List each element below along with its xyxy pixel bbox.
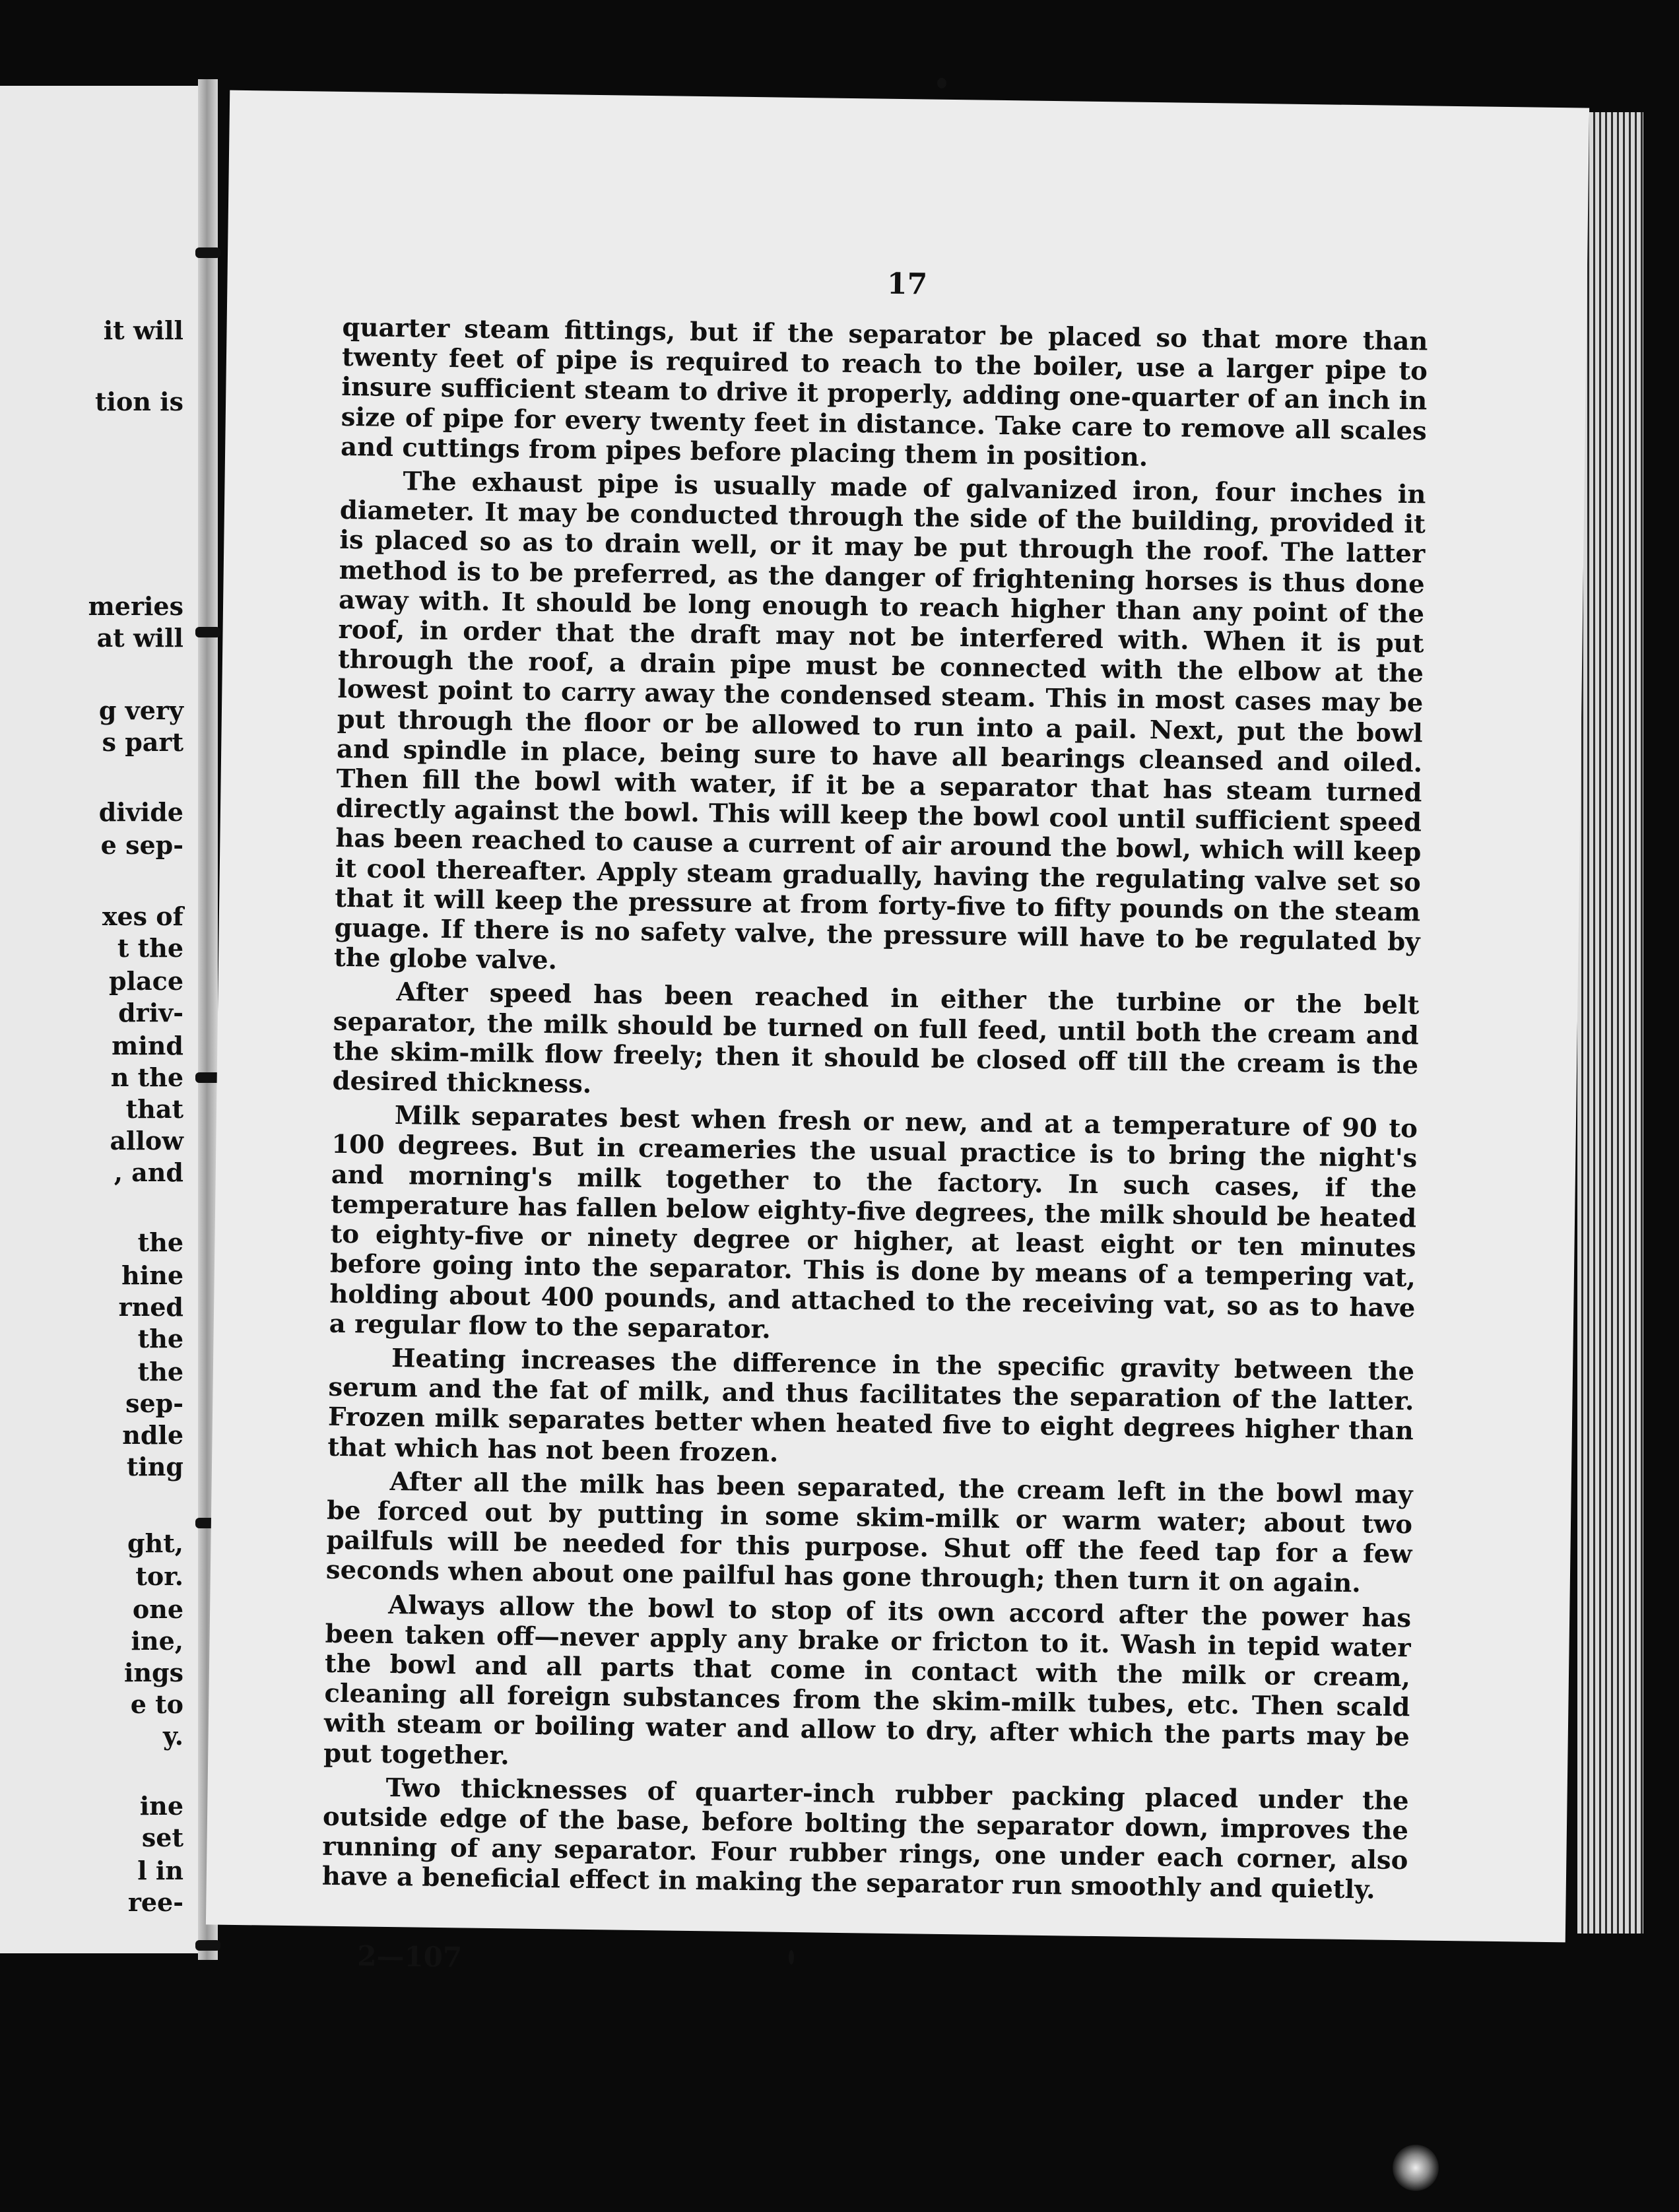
left-line-fragment: the: [137, 1324, 183, 1353]
left-line-fragment: meries: [88, 591, 183, 621]
left-line-fragment: g very: [98, 696, 183, 725]
signature-mark: 2—107: [356, 1939, 463, 1974]
left-line-fragment: , and: [114, 1157, 183, 1187]
left-page-fragment: [0, 86, 198, 1953]
paragraph: After speed has been reached in either the turbine or the belt separator, the milk should be turned on full feed, until both the cream and the skim-milk flow freely; then it should be closed off till the cream is the desired thickness.: [332, 977, 1420, 1100]
left-line-fragment: s part: [102, 727, 183, 757]
left-line-fragment: ine: [139, 1791, 183, 1821]
left-line-fragment: t the: [117, 933, 183, 963]
left-line-fragment: set: [141, 1823, 183, 1852]
left-line-fragment: e sep-: [100, 830, 183, 860]
paragraph: The exhaust pipe is usually made of galvanized iron, four inches in diameter. It may be conducted through the side of the building, provided it is placed so as to drain well, or it may be put through the roof. The latter method is to be preferred, as the danger of frightening horses is thus done away with. It should be long enough to reach higher than any point of the roof, in order that the draft may not be interfered with. When it is put through the roof, a drain pipe must be connected with the elbow at the lowest point to carry away the condensed steam. This in most cases may be put through the floor or be allowed to run into a pail. Next, put the bowl and spindle in place, being sure to have all bearings cleansed and oiled. Then fill the bowl with water, if it be a separator that has steam turned directly against the bowl. This will keep the bowl cool until sufficient speed has been reached to cause a current of air around the bowl, which will keep it cool thereafter. Apply steam gradually, having the regulating valve set so that it will keep the pressure at from forty-five to fifty pounds on the steam guage. If there is no safety valve, the pressure will have to be regulated by the globe valve.: [333, 467, 1426, 976]
scan-speck: [937, 78, 946, 88]
left-line-fragment: tion is: [94, 387, 183, 416]
left-line-fragment: driv-: [118, 998, 183, 1027]
left-line-fragment: sep-: [125, 1388, 183, 1418]
left-line-fragment: at will: [96, 623, 183, 653]
left-line-fragment: rned: [118, 1292, 183, 1322]
left-line-fragment: xes of: [102, 901, 183, 931]
left-line-fragment: the: [137, 1227, 183, 1257]
paragraph: Two thicknesses of quarter-inch rubber packing placed under the outside edge of the base, before bolting the separator down, improves the running of any separator. Four rubber rings, one under each corner, also have a beneficial effect in making the separator run smoothly and quietly.: [321, 1773, 1409, 1905]
scan-smudge: [1393, 2145, 1439, 2191]
left-line-fragment: l in: [137, 1856, 183, 1885]
left-line-fragment: ree-: [127, 1887, 183, 1917]
left-line-fragment: ting: [126, 1452, 183, 1481]
binding-stitch: [195, 247, 220, 258]
left-line-fragment: one: [132, 1594, 183, 1624]
paragraph: Heating increases the difference in the specific gravity between the serum and the fat of milk, and thus facilitates the separation of the latter. Frozen milk separates better when heated five to eight degrees higher than that which has not been frozen.: [327, 1343, 1415, 1468]
right-page: [206, 90, 1589, 1974]
paragraph: After all the milk has been separated, the cream left in the bowl may be forced out by putting in some skim-milk or warm water; about two pailfuls will be needed for this purpose. Shut off the feed tap for a few seconds when about one pailful has gone through; then turn it on again.: [325, 1466, 1413, 1599]
left-line-fragment: allow: [110, 1126, 183, 1155]
left-line-fragment: tor.: [135, 1561, 183, 1591]
page-edges: [1577, 112, 1643, 1934]
left-line-fragment: it will: [103, 315, 183, 345]
binding-stitch: [195, 627, 220, 637]
scan-speck: [789, 1950, 794, 1965]
left-line-fragment: hine: [121, 1260, 183, 1290]
left-line-fragment: n the: [110, 1062, 183, 1092]
paragraph: Milk separates best when fresh or new, and at a temperature of 90 to 100 degrees. But in creameries the usual practice is to bring the night's and morning's milk together to the factory. In such cases, if the temperature has fallen below eighty-five degrees, the milk should be heated to eighty-five or ninety degree or higher, at least eight or ten minutes before going into the separator. This is done by means of a tempering vat, holding about 400 pounds, and attached to the receiving vat, so as to have a regular flow to the separator.: [329, 1101, 1418, 1345]
left-line-fragment: ine,: [131, 1626, 183, 1656]
paragraph: quarter steam fittings, but if the separator be placed so that more than twenty feet of pipe is required to reach to the boiler, use a larger pipe to insure sufficient steam to drive it properly, adding one-quarter of an inch in size of pipe for every twenty feet in distance. Take care to remove all scales and cuttings from pipes before placing them in position.: [340, 312, 1428, 472]
left-line-fragment: place: [109, 966, 183, 996]
left-line-fragment: e to: [130, 1689, 183, 1719]
left-line-fragment: ndle: [122, 1420, 183, 1450]
left-line-fragment: mind: [112, 1031, 183, 1060]
left-line-fragment: ings: [123, 1658, 183, 1687]
left-line-fragment: ght,: [127, 1528, 183, 1558]
left-line-fragment: that: [125, 1094, 183, 1124]
page-number: 17: [886, 267, 928, 302]
paragraph: Always allow the bowl to stop of its own accord after the power has been taken off—never apply any brake or fricton to it. Wash in tepid water the bowl and all parts that come in contact with the milk or cream, cleaning all foreign substances from the skim-milk tubes, etc. Then scald with steam or boiling water and allow to dry, after which the parts may be put together.: [323, 1590, 1412, 1771]
left-line-fragment: the: [137, 1357, 183, 1386]
left-line-fragment: y.: [163, 1721, 183, 1751]
page-body: [322, 313, 1428, 1906]
binding-stitch: [195, 1940, 220, 1951]
left-line-fragment: divide: [98, 797, 183, 827]
